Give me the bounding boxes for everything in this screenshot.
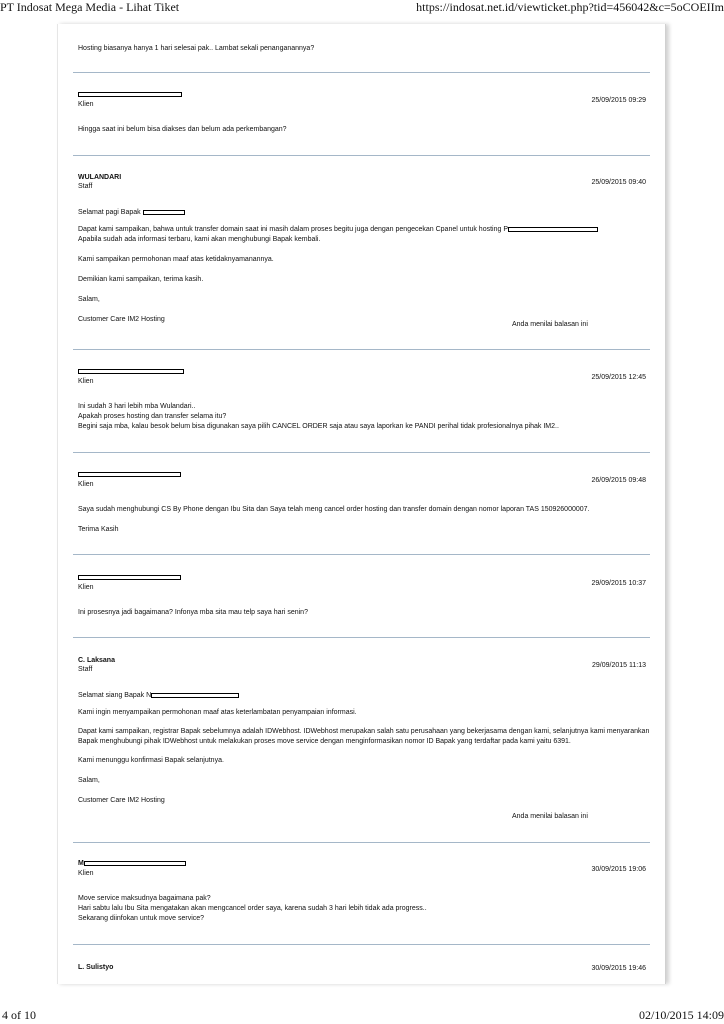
reply-staff	[78, 963, 650, 972]
redacted-name	[78, 472, 181, 477]
print-header	[0, 0, 724, 20]
reply-body: Kami ingin menyampaikan permohonan maaf atas keterlambatan penyampaian informasi.	[78, 709, 357, 716]
reply-signature: Customer Care IM2 Hosting	[78, 797, 165, 804]
reply-author: L. Sulistyo	[78, 964, 114, 971]
reply-author-initial: M	[78, 860, 84, 867]
reply-body: Salam,	[78, 296, 100, 303]
reply-role: Klien	[78, 378, 94, 385]
reply-body: Saya sudah menghubungi CS By Phone dengan Ibu Sita dan Saya telah meng cancel order hosting dan transfer domain dengan nomor laporan TAS 150926000007.	[78, 506, 590, 513]
reply-author: WULANDARI	[78, 174, 122, 181]
reply-date: 25/09/2015 09:40	[591, 179, 646, 186]
redacted-name	[78, 369, 184, 374]
reply-separator	[73, 452, 650, 453]
rating-label[interactable]: Anda menilai balasan ini	[512, 321, 588, 328]
reply-body: Dapat kami sampaikan, bahwa untuk transfer domain saat ini masih dalam proses begitu juga dengan pengecekan Cpanel untuk hosting P	[78, 226, 508, 233]
reply-date: 25/09/2015 09:29	[591, 97, 646, 104]
reply-separator	[73, 842, 650, 843]
redacted-name	[143, 210, 185, 215]
redacted-name	[84, 861, 186, 866]
reply-staff	[78, 173, 650, 328]
reply-body: Dapat kami sampaikan, registrar Bapak sebelumnya adalah IDWebhost. IDWebhost merupakan salah satu perusahaan yang bekerjasama dengan kami, selanjutnya kami menyarankan Bapak menghubungi pihak IDWebhost untuk melakukan proses move service dengan menginformasikan nomor ID Bapak yang terdaftar pada kami yaitu 6391.	[78, 728, 650, 745]
reply-body: Begini saja mba, kalau besok belum bisa digunakan saya pilih CANCEL ORDER saja atau saya laporkan ke PANDI perihal tidak profesionalnya pihak IM2..	[78, 423, 559, 430]
reply-body: Hingga saat ini belum bisa diakses dan belum ada perkembangan?	[78, 126, 287, 133]
reply-greeting: Selamat pagi Bapak	[78, 209, 141, 216]
reply-body: Apakah proses hosting dan transfer selama itu?	[78, 413, 227, 420]
reply-role: Klien	[78, 101, 94, 108]
reply-greeting: Selamat siang Bapak N	[78, 692, 152, 699]
reply-body: Apabila sudah ada informasi terbaru, kami akan menghubungi Bapak kembali.	[78, 236, 321, 243]
reply-role: Staff	[78, 666, 93, 673]
redacted-name	[78, 92, 182, 97]
reply-signature: Customer Care IM2 Hosting	[78, 316, 165, 323]
redacted-name	[78, 575, 181, 580]
reply-separator	[73, 637, 650, 638]
reply-body: Ini prosesnya jadi bagaimana? Infonya mba sita mau telp saya hari senin?	[78, 609, 308, 616]
redacted-domain	[508, 227, 598, 232]
reply-date: 25/09/2015 12:45	[591, 374, 646, 381]
print-page-number: 4 of 10	[2, 1008, 36, 1022]
reply-date: 29/09/2015 11:13	[592, 662, 646, 669]
reply-klien	[78, 470, 650, 535]
reply-separator	[73, 349, 650, 350]
reply-body: Salam,	[78, 777, 100, 784]
reply-date: 30/09/2015 19:46	[591, 965, 646, 972]
reply-date: 29/09/2015 10:37	[591, 580, 646, 587]
reply-role: Klien	[78, 481, 94, 488]
print-datetime: 02/10/2015 14:09	[638, 1008, 724, 1022]
reply-separator	[73, 72, 650, 73]
reply-body: Demikian kami sampaikan, terima kasih.	[78, 276, 204, 283]
reply-body: Terima Kasih	[78, 526, 119, 533]
reply-separator	[73, 554, 650, 555]
reply-body: Sekarang diinfokan untuk move service?	[78, 915, 205, 922]
reply-body: Kami menunggu konfirmasi Bapak selanjutnya.	[78, 757, 224, 764]
reply-separator	[73, 155, 650, 156]
reply-role: Klien	[78, 584, 94, 591]
ticket-intro	[78, 44, 650, 54]
reply-klien	[78, 859, 650, 924]
intro-text: Hosting biasanya hanya 1 hari selesai pak.. Lambat sekali penanganannya?	[78, 45, 315, 52]
redacted-name	[151, 693, 239, 698]
reply-body: Move service maksudnya bagaimana pak?	[78, 895, 211, 902]
reply-date: 26/09/2015 09:48	[591, 477, 646, 484]
reply-klien	[78, 90, 650, 135]
reply-date: 30/09/2015 19:06	[591, 866, 646, 873]
reply-staff	[78, 656, 650, 820]
print-page-url: https://indosat.net.id/viewticket.php?tid=456042&c=5oCOEIIm	[416, 0, 724, 14]
reply-role: Klien	[78, 870, 94, 877]
reply-klien	[78, 573, 650, 618]
reply-body: Ini sudah 3 hari lebih mba Wulandari..	[78, 403, 196, 410]
print-page-title: PT Indosat Mega Media - Lihat Tiket	[0, 0, 180, 14]
rating-label[interactable]: Anda menilai balasan ini	[512, 813, 588, 820]
print-footer	[0, 1004, 724, 1024]
reply-body: Kami sampaikan permohonan maaf atas ketidaknyamanannya.	[78, 256, 274, 263]
reply-author: C. Laksana	[78, 657, 115, 664]
reply-role: Staff	[78, 183, 93, 190]
reply-body: Hari sabtu lalu Ibu Sita mengatakan akan mengcancel order saya, karena sudah 3 hari lebih tidak ada progress..	[78, 905, 427, 912]
reply-separator	[73, 944, 650, 945]
reply-klien	[78, 367, 650, 432]
